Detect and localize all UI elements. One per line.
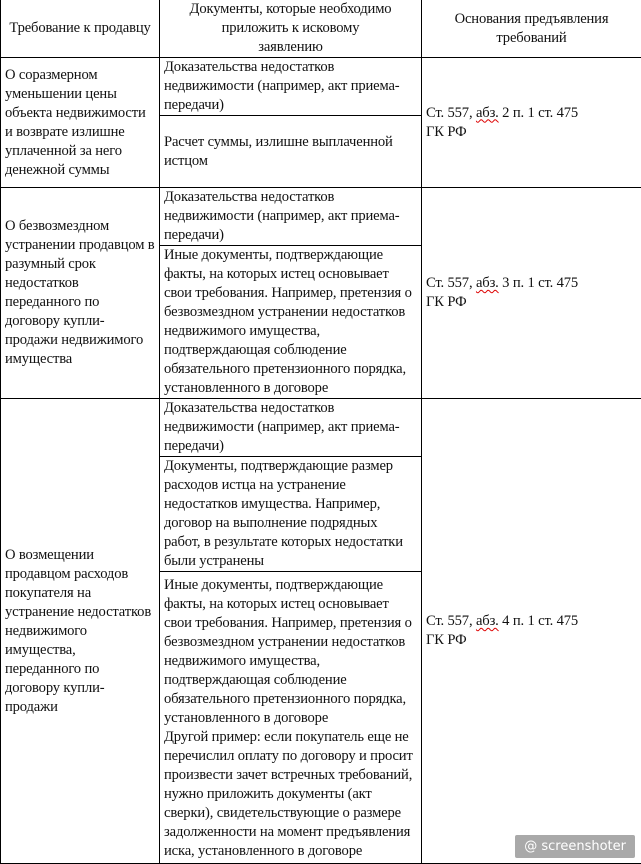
header-text: Требование к продавцу	[9, 20, 150, 36]
row1-basis	[422, 58, 641, 188]
cell-paragraph: Иные документы, подтверждающие факты, на которых истец основывает свои требования. Например, претензия о безвозмездном устранении недостатков недвижимого имущества, подтверждающая соблюдение обязательного претензионного порядка, установленного в договоре	[164, 576, 417, 728]
row2-requirement	[1, 188, 160, 399]
cell-text: Расчет суммы, излишне выплаченной истцом	[164, 134, 393, 169]
row1-requirement	[1, 58, 160, 188]
basis-text	[426, 275, 578, 310]
cell-text: О возмещении продавцом расходов покупателя на устранение недостатков недвижимого имущества, переданного по договору купли-продажи	[5, 547, 151, 715]
header-text: Документы, которые необходимо приложить к исковому заявлению	[190, 1, 392, 55]
basis-pre: Ст. 557,	[426, 275, 476, 291]
basis-abbr: абз.	[476, 275, 499, 291]
cell-text: Доказательства недостатков недвижимости (например, акт приема-передачи)	[164, 59, 400, 113]
row2-document-1	[160, 188, 422, 246]
cell-paragraph: Другой пример: если покупатель еще не перечислил оплату по договору и просит произвести зачет встречных требований, нужно приложить документы (акт сверки), свидетельствующие о размере задолженности на момент предъявления иска, установленного в договоре	[164, 728, 417, 861]
row2-document-2	[160, 246, 422, 399]
cell-text: Доказательства недостатков недвижимости (например, акт приема-передачи)	[164, 400, 400, 454]
row3-document-3	[160, 572, 422, 864]
basis-text	[426, 613, 578, 648]
basis-abbr: абз.	[476, 613, 499, 629]
header-text: Основания предъявления требований	[455, 11, 609, 46]
watermark: @ screenshoter	[515, 835, 635, 858]
header-requirement	[1, 0, 160, 58]
header-basis	[422, 0, 641, 58]
row3-requirement	[1, 399, 160, 864]
table-row	[1, 399, 641, 457]
row1-document-2	[160, 116, 422, 188]
row1-document-1	[160, 58, 422, 116]
row2-basis	[422, 188, 641, 399]
basis-pre: Ст. 557,	[426, 613, 476, 629]
basis-pre: Ст. 557,	[426, 105, 476, 121]
cell-text: Иные документы, подтверждающие факты, на которых истец основывает свои требования. Например, претензия о безвозмездном устранении недостатков недвижимого имущества, подтверждающая соблюдение обязательного претензионного порядка, установленного в договоре	[164, 247, 412, 396]
basis-text	[426, 105, 578, 140]
cell-text: О безвозмездном устранении продавцом в разумный срок недостатков переданного по договору купли-продажи недвижимого имущества	[5, 218, 155, 367]
basis-abbr: абз.	[476, 105, 499, 121]
table-row	[1, 58, 641, 116]
basis-post: 2 п. 1 ст. 475 ГК РФ	[426, 105, 578, 140]
cell-text: Документы, подтверждающие размер расходов истца на устранение недостатков имущества. Например, договор на выполнение подрядных работ, в результате которых недостатки были устранены	[164, 458, 403, 569]
cell-text: О соразмерном уменьшении цены объекта недвижимости и возврате излишне уплаченной за него денежной суммы	[5, 67, 146, 178]
basis-post: 3 п. 1 ст. 475 ГК РФ	[426, 275, 578, 310]
basis-post: 4 п. 1 ст. 475 ГК РФ	[426, 613, 578, 648]
header-documents	[160, 0, 422, 58]
cell-text: Доказательства недостатков недвижимости (например, акт приема-передачи)	[164, 189, 400, 243]
row3-basis	[422, 399, 641, 864]
header-row	[1, 0, 641, 58]
table-row	[1, 188, 641, 246]
row3-document-2	[160, 457, 422, 572]
row3-document-1	[160, 399, 422, 457]
